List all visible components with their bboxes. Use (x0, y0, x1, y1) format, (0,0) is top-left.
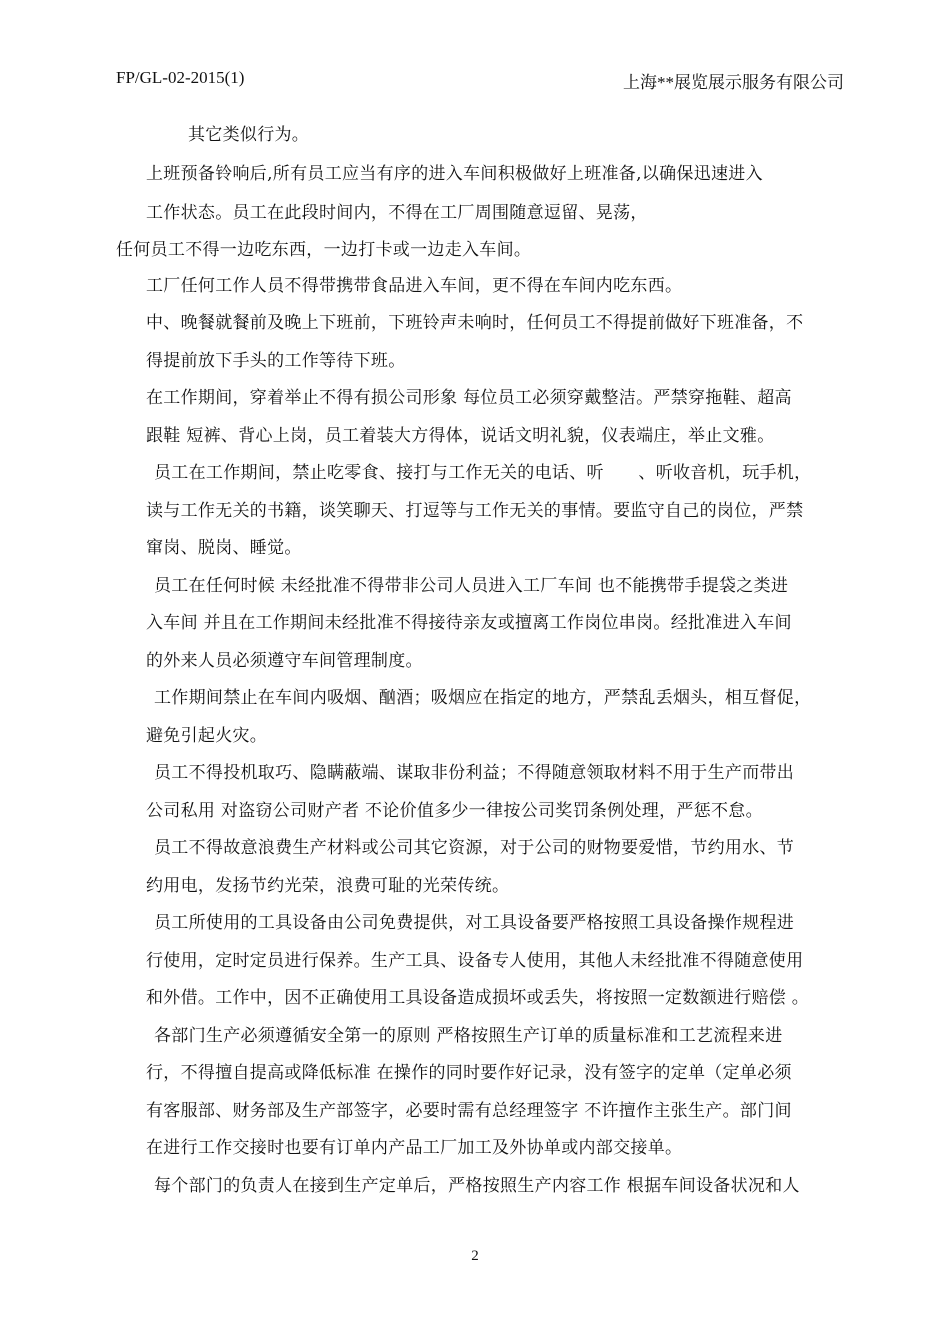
body-line: 约用电，发扬节约光荣，浪费可耻的光荣传统。 (146, 876, 510, 896)
body-line: 员工不得故意浪费生产材料或公司其它资源，对于公司的财物要爱惜，节约用水、节 (154, 838, 795, 858)
page-number: 2 (471, 1248, 479, 1264)
body-line: 行使用，定时定员进行保养。生产工具、设备专人使用，其他人未经批准不得随意使用 (146, 951, 804, 971)
body-line: 员工所使用的工具设备由公司免费提供，对工具设备要严格按照工具设备操作规程进 (154, 913, 795, 933)
body-line: 任何员工不得一边吃东西，一边打卡或一边走入车间。 (116, 240, 532, 260)
body-line: 得提前放下手头的工作等待下班。 (146, 351, 406, 371)
body-line: 中、晚餐就餐前及晚上下班前，下班铃声未响时，任何员工不得提前做好下班准备，不 (146, 313, 804, 333)
body-line: 的外来人员必须遵守车间管理制度。 (146, 651, 423, 671)
body-line: 其它类似行为。 (188, 125, 310, 145)
body-line: 工作状态。员工在此段时间内，不得在工厂周围随意逗留、晃荡， (146, 203, 648, 223)
body-line: 各部门生产必须遵循安全第一的原则 严格按照生产订单的质量标准和工艺流程来进 (154, 1026, 783, 1046)
body-line: 员工在任何时候 未经批准不得带非公司人员进入工厂车间 也不能携带手提袋之类进 (154, 576, 789, 596)
body-line: 在进行工作交接时也要有订单内产品工厂加工及外协单或内部交接单。 (146, 1138, 683, 1158)
body-line: 读与工作无关的书籍，谈笑聊天、打逗等与工作无关的事情。要监守自己的岗位，严禁 (146, 501, 804, 521)
company-name: 上海**展览展示服务有限公司 (623, 73, 844, 92)
body-line: 在工作期间，穿着举止不得有损公司形象 每位员工必须穿戴整洁。严禁穿拖鞋、超高 (146, 388, 792, 408)
body-line: 入车间 并且在工作期间未经批准不得接待亲友或擅离工作岗位串岗。经批准进入车间 (146, 613, 792, 633)
body-line: 每个部门的负责人在接到生产定单后，严格按照生产内容工作 根据车间设备状况和人 (154, 1176, 800, 1196)
body-line: 公司私用 对盗窃公司财产者 不论价值多少一律按公司奖罚条例处理，严惩不怠。 (146, 801, 763, 821)
body-line: 行，不得擅自提高或降低标准 在操作的同时要作好记录，没有签字的定单（定单必须 (146, 1063, 792, 1083)
document-code: FP/GL-02-2015(1) (116, 68, 245, 87)
body-line: 跟鞋 短裤、背心上岗，员工着装大方得体，说话文明礼貌，仪表端庄，举止文雅。 (146, 426, 775, 446)
body-line: 员工不得投机取巧、隐瞒蔽端、谋取非份利益；不得随意领取材料不用于生产而带出 (154, 763, 795, 783)
body-line: 避免引起火灾。 (146, 726, 268, 746)
body-line: 工作期间禁止在车间内吸烟、酗酒；吸烟应在指定的地方，严禁乱丢烟头，相互督促， (154, 688, 812, 708)
body-line: 和外借。工作中，因不正确使用工具设备造成损坏或丢失，将按照一定数额进行赔偿 。 (146, 988, 810, 1008)
body-line: 有客服部、财务部及生产部签字，必要时需有总经理签字 不许擅作主张生产。部门间 (146, 1101, 792, 1121)
body-line: 上班预备铃响后,所有员工应当有序的进入车间积极做好上班准备,以确保迅速进入 (146, 164, 763, 184)
page-header (116, 68, 844, 92)
body-line: 员工在工作期间，禁止吃零食、接打与工作无关的电话、听 、听收音机，玩手机， (154, 463, 812, 483)
body-line: 工厂任何工作人员不得带携带食品进入车间，更不得在车间内吃东西。 (146, 276, 683, 296)
body-line: 窜岗、脱岗、睡觉。 (146, 538, 302, 558)
